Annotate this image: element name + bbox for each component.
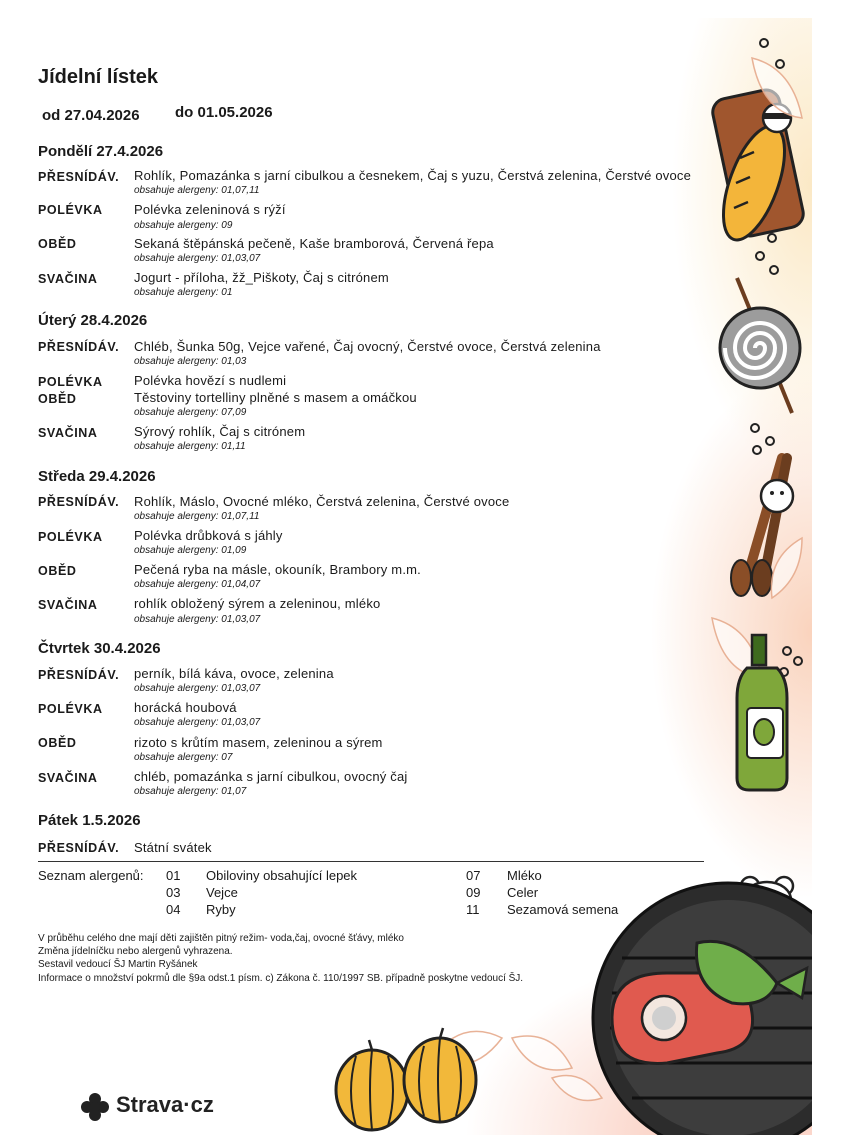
divider xyxy=(38,861,704,862)
meal-food: Sekaná štěpánská pečeně, Kaše bramborová, Červená řepa xyxy=(134,236,494,251)
meal-allergens: obsahuje alergeny: 01,07,11 xyxy=(134,185,260,196)
meal-allergens: obsahuje alergeny: 01,11 xyxy=(134,441,246,452)
meal-category: SVAČINA xyxy=(38,272,98,286)
meal-category: PŘESNÍDÁV. xyxy=(38,170,120,184)
meal-allergens: obsahuje alergeny: 07 xyxy=(134,752,233,763)
meal-food: Státní svátek xyxy=(134,840,212,855)
allergen-name: Vejce xyxy=(206,885,238,900)
allergen-name: Celer xyxy=(507,885,539,900)
meal-allergens: obsahuje alergeny: 01 xyxy=(134,287,233,298)
meal-category: POLÉVKA xyxy=(38,702,103,716)
footer-note: Informace o množství pokrmů dle §9a odst.1 písm. c) Zákona č. 110/1997 SB. případně poskytne vedoucí ŠJ. xyxy=(38,973,524,984)
allergen-code: 03 xyxy=(166,885,181,900)
meal-allergens: obsahuje alergeny: 01,03,07 xyxy=(134,683,261,694)
meal-food: Rohlík, Máslo, Ovocné mléko, Čerstvá zelenina, Čerstvé ovoce xyxy=(134,494,510,509)
grill-icon xyxy=(593,883,812,1135)
meal-allergens: obsahuje alergeny: 01,07 xyxy=(134,786,247,797)
day-heading: Středa 29.4.2026 xyxy=(38,468,156,485)
page-title: Jídelní lístek xyxy=(38,66,159,88)
meal-category: POLÉVKA xyxy=(38,375,103,389)
meal-category: SVAČINA xyxy=(38,426,98,440)
allergen-code: 07 xyxy=(466,868,481,883)
allergen-name: Obiloviny obsahující lepek xyxy=(206,868,358,883)
meal-category: OBĚD xyxy=(38,564,77,578)
meal-allergens: obsahuje alergeny: 09 xyxy=(134,220,233,231)
brand-logo-text[interactable]: Strava·cz xyxy=(116,1092,214,1117)
onion-icon xyxy=(336,1028,476,1130)
meal-food: Polévka hovězí s nudlemi xyxy=(134,373,287,388)
meal-food: Jogurt - příloha, žž_Piškoty, Čaj s citrónem xyxy=(134,270,389,285)
allergen-name: Mléko xyxy=(507,868,542,883)
date-to: do 01.05.2026 xyxy=(175,104,273,121)
meal-food: Chléb, Šunka 50g, Vejce vařené, Čaj ovocný, Čerstvé ovoce, Čerstvá zelenina xyxy=(134,339,601,354)
meal-category: SVAČINA xyxy=(38,771,98,785)
meal-category: PŘESNÍDÁV. xyxy=(38,841,120,855)
meal-food: chléb, pomazánka s jarní cibulkou, ovocný čaj xyxy=(134,769,408,784)
meal-food: Rohlík, Pomazánka s jarní cibulkou a česnekem, Čaj s yuzu, Čerstvá zelenina, Čerstvé ovoce xyxy=(134,168,692,183)
allergen-code: 04 xyxy=(166,902,181,917)
meal-food: rizoto s krůtím masem, zeleninou a sýrem xyxy=(134,735,383,750)
meal-allergens: obsahuje alergeny: 01,03,07 xyxy=(134,253,261,264)
meal-category: POLÉVKA xyxy=(38,203,103,217)
flower-logo-icon xyxy=(80,1092,110,1122)
meal-food: perník, bílá káva, ovoce, zelenina xyxy=(134,666,334,681)
meal-category: PŘESNÍDÁV. xyxy=(38,668,120,682)
allergen-list-label: Seznam alergenů: xyxy=(38,868,144,883)
meal-category: POLÉVKA xyxy=(38,530,103,544)
meal-category: PŘESNÍDÁV. xyxy=(38,340,120,354)
meal-allergens: obsahuje alergeny: 01,03,07 xyxy=(134,614,261,625)
meal-food: Pečená ryba na másle, okouník, Brambory m.m. xyxy=(134,562,421,577)
meal-food: Polévka zeleninová s rýží xyxy=(134,202,286,217)
day-heading: Pátek 1.5.2026 xyxy=(38,812,141,829)
swirl-lollipop-icon xyxy=(720,278,800,413)
allergen-name: Ryby xyxy=(206,902,236,917)
meal-allergens: obsahuje alergeny: 07,09 xyxy=(134,407,247,418)
footer-note: Změna jídelníčku nebo alergenů vyhrazena. xyxy=(38,946,233,957)
meal-food: Polévka drůbková s jáhly xyxy=(134,528,283,543)
meal-allergens: obsahuje alergeny: 01,07,11 xyxy=(134,511,260,522)
allergen-code: 11 xyxy=(466,902,480,917)
meal-category: OBĚD xyxy=(38,736,77,750)
meal-food: Těstoviny tortelliny plněné s masem a omáčkou xyxy=(134,390,417,405)
date-from: od 27.04.2026 xyxy=(42,107,140,124)
allergen-code: 09 xyxy=(466,885,481,900)
meal-food: horácká houbová xyxy=(134,700,237,715)
meal-food: rohlík obložený sýrem a zeleninou, mléko xyxy=(134,596,381,611)
meal-allergens: obsahuje alergeny: 01,09 xyxy=(134,545,247,556)
day-heading: Čtvrtek 30.4.2026 xyxy=(38,640,161,657)
meal-allergens: obsahuje alergeny: 01,03 xyxy=(134,356,247,367)
menu-page xyxy=(12,18,812,1135)
day-heading: Úterý 28.4.2026 xyxy=(38,312,148,329)
footer-note: V průběhu celého dne mají děti zajištěn pitný režim- voda,čaj, ovocné šťávy, mléko xyxy=(38,933,404,944)
meal-category: OBĚD xyxy=(38,392,77,406)
allergen-name: Sezamová semena xyxy=(507,902,619,917)
day-heading: Pondělí 27.4.2026 xyxy=(38,143,164,160)
meal-category: PŘESNÍDÁV. xyxy=(38,495,120,509)
meal-category: SVAČINA xyxy=(38,598,98,612)
meal-allergens: obsahuje alergeny: 01,03,07 xyxy=(134,717,261,728)
meal-food: Sýrový rohlík, Čaj s citrónem xyxy=(134,424,306,439)
meal-allergens: obsahuje alergeny: 01,04,07 xyxy=(134,579,261,590)
allergen-code: 01 xyxy=(166,868,181,883)
meal-category: OBĚD xyxy=(38,237,77,251)
footer-note: Sestavil vedoucí ŠJ Martin Ryšánek xyxy=(38,959,198,970)
